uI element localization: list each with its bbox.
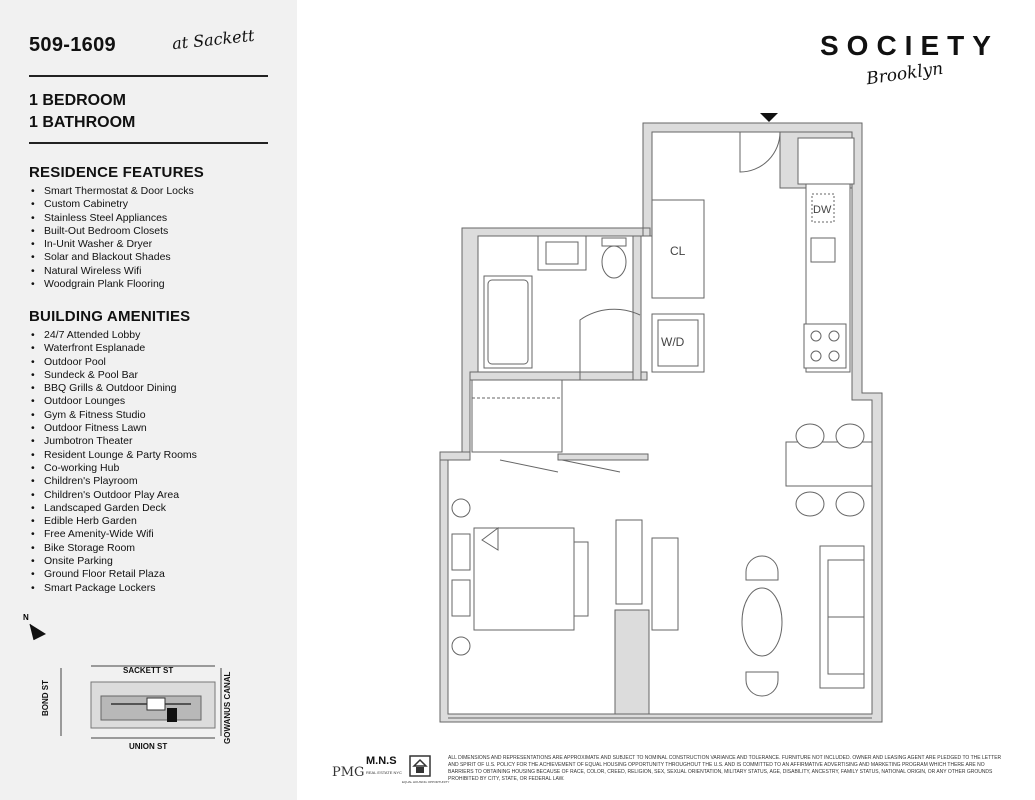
brand-subtitle: Brooklyn	[864, 58, 945, 90]
list-item: • Waterfront Esplanade	[31, 342, 197, 355]
eho-logo-sub: EQUAL HOUSING OPPORTUNITY	[402, 780, 450, 784]
building-amenities-list	[31, 329, 197, 595]
floor-plan	[430, 110, 890, 730]
media-console	[652, 538, 678, 630]
list-item: • Bike Storage Room	[31, 542, 197, 555]
list-item: • Outdoor Pool	[31, 356, 197, 369]
list-item: • 24/7 Attended Lobby	[31, 329, 197, 342]
north-arrow-icon	[22, 610, 52, 642]
bathtub	[484, 276, 532, 368]
list-item: • In-Unit Washer & Dryer	[31, 238, 194, 251]
list-item: • Built-Out Bedroom Closets	[31, 225, 194, 238]
bedroom-closet	[472, 380, 562, 452]
refrigerator	[798, 138, 854, 184]
dresser	[616, 520, 642, 604]
residence-features-heading: RESIDENCE FEATURES	[29, 164, 205, 181]
street-label-west: BOND ST	[41, 680, 50, 716]
list-item: • Smart Package Lockers	[31, 582, 197, 595]
washer-dryer-label: W/D	[661, 335, 685, 349]
footer-logos	[330, 750, 450, 795]
list-item: • Stainless Steel Appliances	[31, 212, 194, 225]
bathroom-sink	[538, 236, 586, 270]
list-item: • Children's Playroom	[31, 475, 197, 488]
list-item: • Edible Herb Garden	[31, 515, 197, 528]
list-item: • Resident Lounge & Party Rooms	[31, 449, 197, 462]
unit-number: 509-1609	[29, 34, 116, 56]
list-item: • Solar and Blackout Shades	[31, 251, 194, 264]
divider	[29, 75, 268, 77]
list-item: • BBQ Grills & Outdoor Dining	[31, 382, 197, 395]
mns-logo: M.N.S	[366, 755, 397, 767]
closet-label: CL	[670, 244, 686, 258]
list-item: • Outdoor Lounges	[31, 395, 197, 408]
list-item: • Smart Thermostat & Door Locks	[31, 185, 194, 198]
dishwasher-label: DW	[813, 204, 832, 216]
street-label-east: GOWANUS CANAL	[223, 671, 232, 744]
street-label-north: SACKETT ST	[123, 666, 174, 675]
building-amenities-heading: BUILDING AMENITIES	[29, 308, 191, 325]
dining-table	[786, 442, 872, 486]
list-item: • Ground Floor Retail Plaza	[31, 568, 197, 581]
mns-logo-sub: REAL ESTATE NYC	[366, 770, 402, 775]
toilet	[602, 246, 626, 278]
bathroom-count: 1 BATHROOM	[29, 114, 136, 131]
north-label: N	[23, 613, 29, 622]
unit-location-marker	[167, 708, 177, 722]
nightstand-lamp	[452, 499, 470, 517]
sidebar	[0, 0, 297, 800]
list-item: • Natural Wireless Wifi	[31, 265, 194, 278]
brand-wordmark: SOCIETY	[820, 30, 999, 61]
street-label-south: UNION ST	[129, 742, 168, 751]
list-item: • Custom Cabinetry	[31, 198, 194, 211]
list-item: • Outdoor Fitness Lawn	[31, 422, 197, 435]
nightstand-lamp	[452, 637, 470, 655]
site-map	[41, 660, 245, 760]
bedroom-count: 1 BEDROOM	[29, 92, 126, 109]
list-item: • Gym & Fitness Studio	[31, 409, 197, 422]
coffee-table	[742, 588, 782, 656]
stove	[804, 324, 846, 368]
list-item: • Landscaped Garden Deck	[31, 502, 197, 515]
unit-layout	[29, 90, 135, 134]
list-item: • Onsite Parking	[31, 555, 197, 568]
equal-housing-icon	[410, 756, 430, 776]
divider	[29, 142, 268, 144]
list-item: • Sundeck & Pool Bar	[31, 369, 197, 382]
entry-arrow-icon	[760, 113, 778, 122]
building-script: at Sackett	[171, 25, 256, 54]
residence-features-list	[31, 185, 194, 291]
pmg-logo: PMG	[332, 765, 365, 780]
list-item: • Free Amenity-Wide Wifi	[31, 528, 197, 541]
list-item: • Co-working Hub	[31, 462, 197, 475]
list-item: • Children's Outdoor Play Area	[31, 489, 197, 502]
disclaimer: ALL DIMENSIONS AND REPRESENTATIONS ARE APPROXIMATE AND SUBJECT TO NOMINAL CONSTRUCTION VARIANCE AND TOLERANCE. FURNITURE NOT INCLUDED. OWNER AND LEASING AGENT ARE PLEDGED TO THE LETTER AND SPIRIT OF U.S. POLICY FOR THE ACHIEVEMENT OF EQUAL HOUSING OPPORTUNITY THROUGHOUT THE U.S. AND IS COMMITTED TO AN AFFIRMATIVE ADVERTISING AND MARKETING PROGRAM WHICH THERE ARE NO BARRIERS TO OBTAINING HOUSING BECAUSE OF RACE, COLOR, CREED, RELIGION, SEX, SEXUAL ORIENTATION, MILITARY STATUS, AGE, DISABILITY, ANCESTRY, FAMILY STATUS, NATIONAL ORIGIN, OR ANY OTHER GROUNDS PROHIBITED BY CITY, STATE, OR FEDERAL LAW.	[448, 755, 1002, 782]
list-item: • Woodgrain Plank Flooring	[31, 278, 194, 291]
list-item: • Jumbotron Theater	[31, 435, 197, 448]
